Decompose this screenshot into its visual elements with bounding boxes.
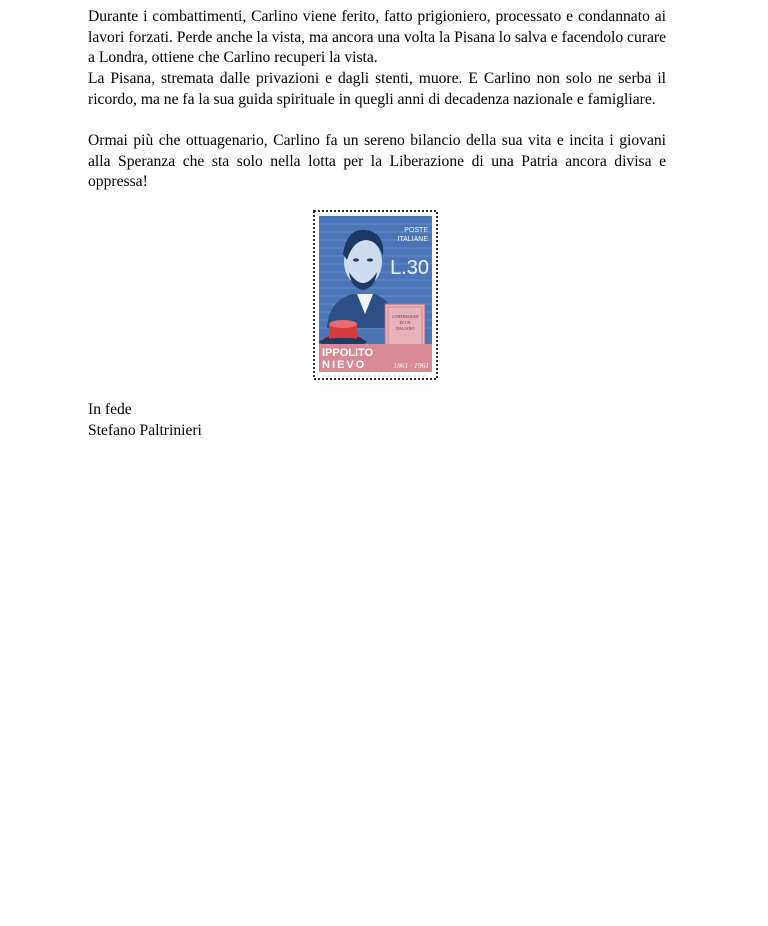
stamp-country-line1: POSTE xyxy=(404,227,428,234)
stamp-country-line2: ITALIANE xyxy=(397,236,428,243)
body-paragraph-2: La Pisana, stremata dalle privazioni e dagli stenti, muore. E Carlino non solo ne serba il ricordo, ma ne fa la sua guida spirituale in quegli anni di decadenza nazionale e famigliare. xyxy=(88,70,666,108)
stamp-name-line1: IPPOLITO xyxy=(322,347,374,359)
body-paragraph-3: Ormai più che ottuagenario, Carlino fa un sereno bilancio della sua vita e incita i giovani alla Speranza che sta solo nella lotta per la Liberazione di una Patria ancora divisa e oppressa! xyxy=(88,132,666,191)
body-paragraph-1: Durante i combattimenti, Carlino viene ferito, fatto prigioniero, processato e condannato ai lavori forzati. Perde anche la vista, ma ancora una volta la Pisana lo salva e facendolo curare a Londra, ottiene che Carlino recuperi la vista. xyxy=(88,8,666,67)
stamp-value: L.30 xyxy=(390,257,429,279)
stamp-years: 1861 · 1961 xyxy=(393,361,429,370)
stamp-name-line2: NIEVO xyxy=(322,359,367,371)
book-title-line1: CONFESSIONI xyxy=(391,314,419,319)
author-signature: Stefano Paltrinieri xyxy=(88,422,202,439)
postage-stamp-image xyxy=(313,210,438,380)
book-title-line3: ITALIANO xyxy=(395,326,415,331)
closing-line: In fede xyxy=(88,401,132,418)
book-title-line2: DI UN xyxy=(399,320,411,325)
